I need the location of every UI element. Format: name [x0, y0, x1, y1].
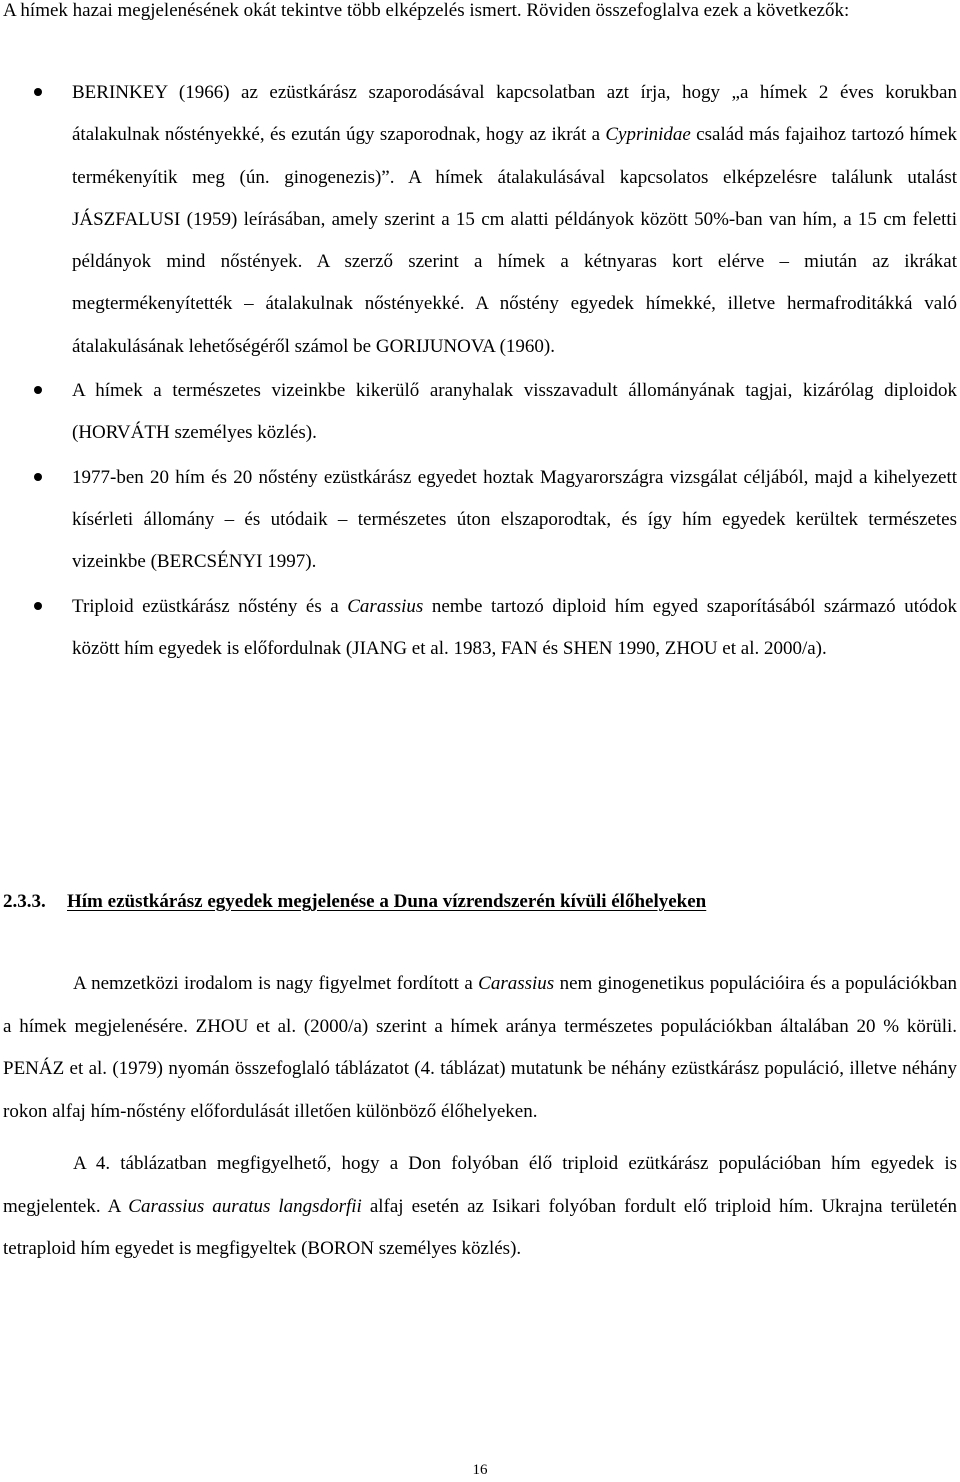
body-paragraph-1	[3, 963, 957, 1133]
bullet-item-berinkey	[0, 72, 957, 368]
paragraph-text: nem ginogenetikus populációira és a populációkban a hímek megjelenésére. ZHOU et al. (2000/a) szerint a hímek aránya természetes populációkban általában 20 % körüli. PENÁZ et al. (1979) nyomán összefoglaló táblázatot (4. táblázat) mutatunk be néhány ezüstkárász populáció, illetve néhány rokon alfaj hím-nőstény előfordulását illetően különböző élőhelyeken.	[3, 973, 957, 1122]
page-number: 16	[472, 1462, 488, 1478]
section-title: Hím ezüstkárász egyedek megjelenése a Duna vízrendszerén kívüli élőhelyeken	[67, 891, 707, 912]
bullet-text: Triploid ezüstkárász nőstény és a	[72, 595, 348, 617]
italic-taxon: Carassius auratus langsdorfii	[128, 1195, 362, 1217]
paragraph-text: A 4. táblázatban megfigyelhető, hogy a Don folyóban élő triploid ezütkárász populációban hím egyedek is megjelentek. A	[3, 1153, 957, 1217]
intro-paragraph: A hímek hazai megjelenésének okát tekintve több elképzelés ismert. Röviden összefoglalva ezek a következők:	[3, 0, 850, 21]
section-number: 2.3.3.	[3, 891, 46, 912]
body-paragraph-2	[3, 1143, 957, 1271]
bullet-item-goldfish	[0, 370, 957, 455]
italic-taxon: Carassius	[478, 973, 555, 994]
bullet-text: A hímek a természetes vizeinkbe kikerülő aranyhalak visszavadult állományának tagjai, kizárólag diploidok (HORVÁTH személyes közlés).	[72, 380, 957, 444]
bullet-dot-icon	[34, 473, 42, 481]
bullet-dot-icon	[34, 88, 42, 96]
italic-taxon: Cyprinidae	[605, 124, 691, 146]
italic-taxon: Carassius	[347, 595, 424, 617]
bullet-text: nembe tartozó diploid hím egyed szaporításából származó utódok között hím egyedek is előfordulnak (JIANG et al. 1983, FAN és SHEN 1990, ZHOU et al. 2000/a).	[72, 595, 957, 659]
paragraph-text: alfaj esetén az Isikari folyóban fordult elő triploid hím. Ukrajna területén tetraploid hím egyedet is megfigyeltek (BORON személyes közlés).	[3, 1195, 958, 1259]
bullet-dot-icon	[34, 386, 42, 394]
bullet-text: BERINKEY (1966) az ezüstkárász szaporodásával kapcsolatban azt írja, hogy „a hímek 2 éves korukban átalakulnak nőstényekké, és ezután úgy szaporodnak, hogy az ikrát a	[72, 82, 957, 146]
bullet-dot-icon	[34, 602, 42, 610]
bullet-text: család más fajaihoz tartozó hímek termékenyítik meg (ún. ginogenezis)”. A hímek átalakulásával kapcsolatos elképzelésre találunk utalást JÁSZFALUSI (1959) leírásában, amely szerint a 15 cm alatti példányok között 50%-ban van hím, a 15 cm feletti példányok mind nőstények. A szerző szerint a hímek a kétnyaras kort elérve – miután az ikrákat megtermékenyítették – átalakulnak nőstényekké. A nőstény egyedek hímekké, illetve hermafroditákká való átalakulásának lehetőségéről számol be GORIJUNOVA (1960).	[72, 124, 957, 357]
bullet-text: 1977-ben 20 hím és 20 nőstény ezüstkárász egyedet hoztak Magyarországra vizsgálat céljából, majd a kihelyezett kísérleti állomány – és utódaik – természetes úton elszaporodtak, és így hím egyedek kerültek természetes vizeinkbe (BERCSÉNYI 1997).	[72, 466, 957, 573]
bullet-item-1977	[0, 457, 957, 584]
paragraph-text: A nemzetközi irodalom is nagy figyelmet fordított a	[73, 973, 479, 994]
bullet-list	[0, 72, 957, 670]
bullet-item-triploid	[0, 586, 957, 671]
section-heading	[3, 884, 706, 920]
